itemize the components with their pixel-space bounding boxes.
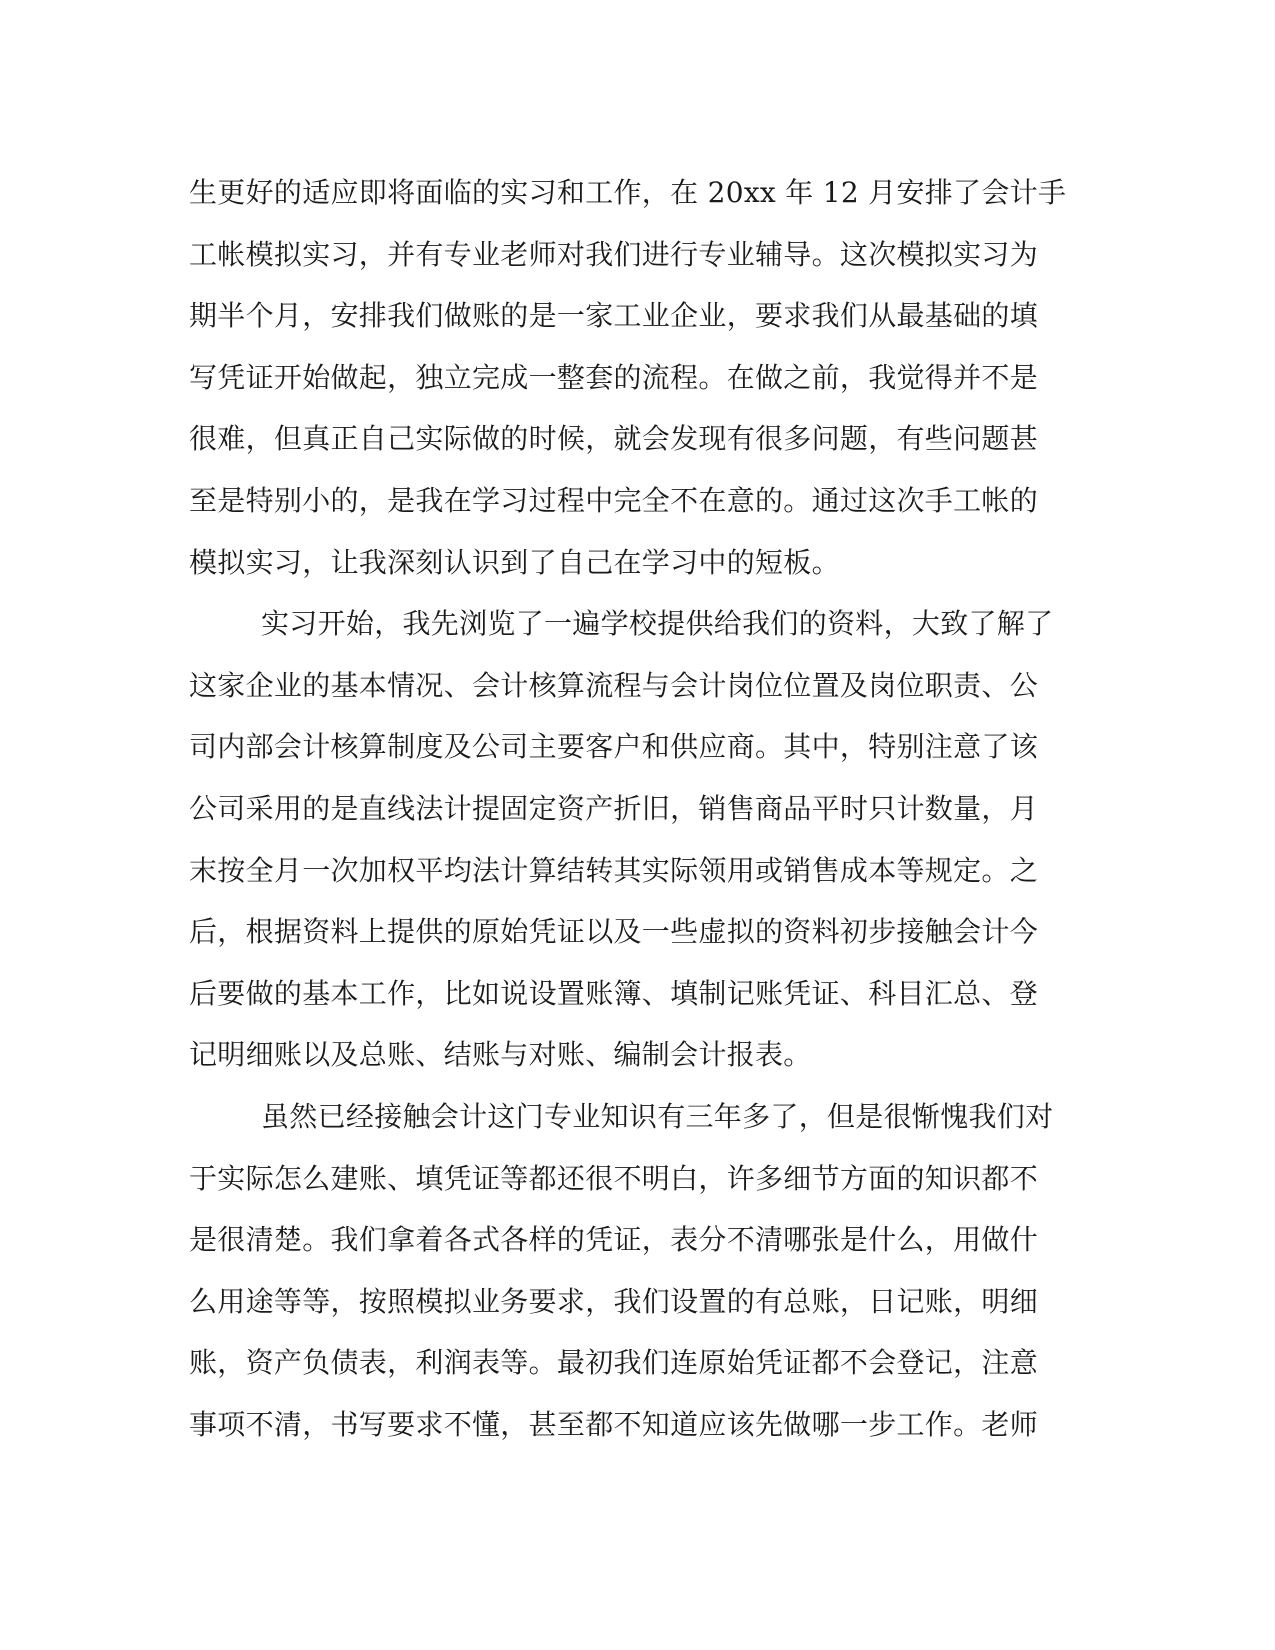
paragraph-2-line-3: 司内部会计核算制度及公司主要客户和供应商。其中，特别注意了该 — [189, 730, 1039, 764]
paragraph-3-line-4: 么用途等等，按照模拟业务要求，我们设置的有总账，日记账，明细 — [189, 1284, 1039, 1318]
paragraph-1-line-2: 工帐模拟实习，并有专业老师对我们进行专业辅导。这次模拟实习为 — [189, 237, 1039, 271]
paragraph-2-line-1: 实习开始，我先浏览了一遍学校提供给我们的资料，大致了解了 — [261, 607, 1054, 641]
paragraph-1-line-6: 至是特别小的，是我在学习过程中完全不在意的。通过这次手工帐的 — [189, 483, 1039, 517]
paragraph-3-line-1: 虽然已经接触会计这门专业知识有三年多了，但是很惭愧我们对 — [261, 1099, 1054, 1133]
paragraph-1-line-1: 生更好的适应即将面临的实习和工作，在 20xx 年 12 月安排了会计手 — [189, 176, 1067, 209]
body-text — [189, 162, 1089, 1455]
paragraph-1-line-4: 写凭证开始做起，独立完成一整套的流程。在做之前，我觉得并不是 — [189, 360, 1039, 394]
paragraph-1-line-7: 模拟实习，让我深刻认识到了自己在学习中的短板。 — [189, 545, 840, 579]
paragraph-2-line-5: 末按全月一次加权平均法计算结转其实际领用或销售成本等规定。之 — [189, 853, 1039, 887]
paragraph-2-line-8: 记明细账以及总账、结账与对账、编制会计报表。 — [189, 1038, 812, 1072]
paragraph-1-line-3: 期半个月，安排我们做账的是一家工业企业，要求我们从最基础的填 — [189, 299, 1039, 333]
paragraph-2-line-2: 这家企业的基本情况、会计核算流程与会计岗位位置及岗位职责、公 — [189, 668, 1039, 702]
paragraph-3-line-6: 事项不清，书写要求不懂，甚至都不知道应该先做哪一步工作。老师 — [189, 1407, 1039, 1441]
paragraph-3-line-5: 账，资产负债表，利润表等。最初我们连原始凭证都不会登记，注意 — [189, 1346, 1039, 1380]
paragraph-3-line-2: 于实际怎么建账、填凭证等都还很不明白，许多细节方面的知识都不 — [189, 1161, 1039, 1195]
paragraph-2-line-4: 公司采用的是直线法计提固定资产折旧，销售商品平时只计数量，月 — [189, 791, 1039, 825]
paragraph-1-line-5: 很难，但真正自己实际做的时候，就会发现有很多问题，有些问题甚 — [189, 422, 1039, 456]
paragraph-3-line-3: 是很清楚。我们拿着各式各样的凭证，表分不清哪张是什么，用做什 — [189, 1223, 1039, 1257]
paragraph-2-line-7: 后要做的基本工作，比如说设置账簿、填制记账凭证、科目汇总、登 — [189, 976, 1039, 1010]
paragraph-2-line-6: 后，根据资料上提供的原始凭证以及一些虚拟的资料初步接触会计今 — [189, 915, 1039, 949]
